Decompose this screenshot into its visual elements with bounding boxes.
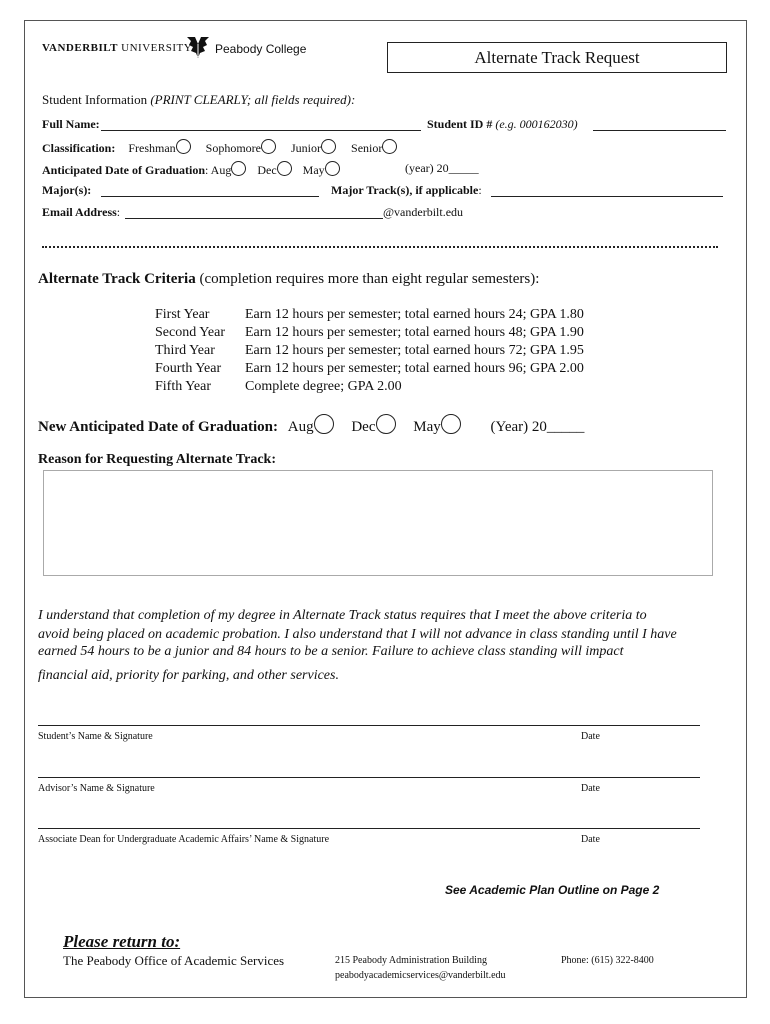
grad-year-field[interactable]: (year) 20_____ (405, 161, 479, 175)
radio-freshman[interactable] (176, 139, 191, 154)
radio-grad-dec[interactable] (277, 161, 292, 176)
grad-may-label: May (302, 163, 325, 177)
option-freshman-label: Freshman (128, 141, 176, 155)
major-track-field[interactable] (491, 196, 723, 197)
student-info-heading: Student Information (PRINT CLEARLY; all fields required): (42, 92, 356, 107)
statement-line-2: avoid being placed on academic probation. I also understand that I will not advance in class standing until I have (38, 627, 677, 642)
student-id-label: Student ID # (e.g. 000162030) (427, 117, 578, 131)
criteria-row-year1: First Year Earn 12 hours per semester; total earned hours 24; GPA 1.80 (155, 307, 584, 322)
option-sophomore-label: Sophomore (205, 141, 262, 155)
full-name-field[interactable] (101, 130, 421, 131)
full-name-label: Full Name: (42, 117, 100, 131)
university-name: VANDERBILT UNIVERSITY (42, 42, 193, 54)
criteria-row-year3: Third Year Earn 12 hours per semester; total earned hours 72; GPA 1.95 (155, 343, 584, 358)
classification-label: Classification: (42, 141, 116, 155)
statement-line-3: earned 54 hours to be a junior and 84 hours to be a senior. Failure to achieve class standing will impact (38, 644, 624, 659)
dean-signature-label: Associate Dean for Undergraduate Academic Affairs’ Name & Signature (38, 834, 330, 845)
radio-grad-aug[interactable] (231, 161, 246, 176)
radio-new-grad-aug[interactable] (314, 414, 334, 434)
radio-grad-may[interactable] (325, 161, 340, 176)
new-grad-aug-label: Aug (287, 419, 314, 435)
option-senior-label: Senior (351, 141, 383, 155)
form-page (24, 20, 747, 998)
reason-textarea[interactable] (43, 470, 713, 576)
new-grad-dec-label: Dec (351, 419, 376, 435)
criteria-heading: Alternate Track Criteria (completion requires more than eight regular semesters): (38, 271, 540, 287)
major-track-label: Major Track(s), if applicable: (331, 183, 482, 197)
new-grad-year-field[interactable]: (Year) 20_____ (490, 419, 585, 435)
majors-label: Major(s): (42, 183, 92, 197)
dean-signature-line[interactable] (38, 828, 700, 829)
grad-aug-label: Aug (210, 163, 232, 177)
radio-sophomore[interactable] (261, 139, 276, 154)
grad-dec-label: Dec (257, 163, 277, 177)
grad-date-row: Anticipated Date of Graduation: Aug Dec May (42, 161, 342, 178)
office-name: The Peabody Office of Academic Services (63, 953, 285, 968)
advisor-signature-label: Advisor’s Name & Signature (38, 783, 155, 794)
radio-senior[interactable] (382, 139, 397, 154)
student-date-label: Date (581, 731, 600, 742)
student-signature-line[interactable] (38, 725, 700, 726)
dean-date-label: Date (581, 834, 600, 845)
student-signature-label: Student’s Name & Signature (38, 731, 153, 742)
radio-junior[interactable] (321, 139, 336, 154)
reason-label: Reason for Requesting Alternate Track: (38, 452, 276, 467)
college-name: Peabody College (215, 42, 307, 56)
advisor-date-label: Date (581, 783, 600, 794)
grad-date-label: Anticipated Date of Graduation (42, 163, 205, 177)
option-junior-label: Junior (291, 141, 322, 155)
statement-line-1: I understand that completion of my degree in Alternate Track status requires that I meet the above criteria to (38, 608, 647, 623)
majors-field[interactable] (101, 196, 319, 197)
advisor-signature-line[interactable] (38, 777, 700, 778)
new-grad-may-label: May (413, 419, 441, 435)
radio-new-grad-may[interactable] (441, 414, 461, 434)
email-domain: @vanderbilt.edu (383, 205, 464, 219)
office-phone: Phone: (615) 322-8400 (561, 955, 654, 966)
classification-row (42, 139, 399, 156)
see-plan-note: See Academic Plan Outline on Page 2 (445, 883, 660, 897)
email-label: Email Address (42, 205, 117, 219)
criteria-row-year4: Fourth Year Earn 12 hours per semester; total earned hours 96; GPA 2.00 (155, 361, 584, 376)
criteria-row-year2: Second Year Earn 12 hours per semester; total earned hours 48; GPA 1.90 (155, 325, 584, 340)
office-email: peabodyacademicservices@vanderbilt.edu (335, 970, 506, 981)
criteria-row-year5: Fifth Year Complete degree; GPA 2.00 (155, 379, 402, 394)
office-address: 215 Peabody Administration Building (335, 955, 487, 966)
form-title: Alternate Track Request (387, 42, 727, 73)
email-field[interactable] (125, 218, 383, 219)
vanderbilt-oak-leaf-logo-icon (185, 35, 211, 59)
section-divider (42, 246, 718, 248)
email-row: Email Address: (42, 205, 121, 219)
new-grad-row (38, 414, 584, 436)
student-id-field[interactable] (593, 130, 726, 131)
new-grad-label: New Anticipated Date of Graduation: (38, 419, 278, 435)
statement-line-4: financial aid, priority for parking, and other services. (38, 668, 339, 683)
radio-new-grad-dec[interactable] (376, 414, 396, 434)
return-title: Please return to: (63, 932, 181, 951)
